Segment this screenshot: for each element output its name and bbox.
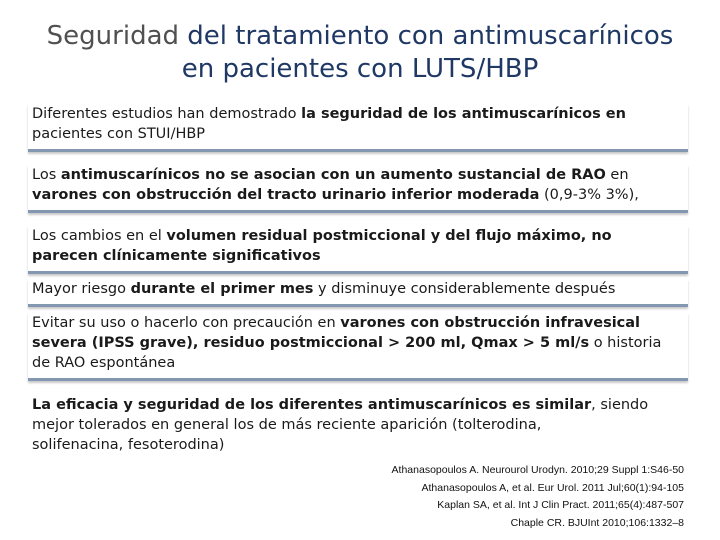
point-6-bold: La eficacia y seguridad de los diferentes antimuscarínicos es similar: [32, 397, 592, 413]
point-3: [28, 226, 688, 274]
point-3-bold-2: parecen clínicamente significativos: [32, 248, 321, 264]
point-3-text: Los cambios en el: [32, 228, 167, 244]
point-2-bold-2: varones con obstrucción del tracto urinario inferior moderada: [32, 187, 540, 203]
point-4: [28, 279, 688, 307]
point-5-text-3: de RAO espontánea: [32, 355, 176, 371]
point-3-bold: volumen residual postmiccional y del flujo máximo, no: [166, 228, 612, 244]
point-2-bold: antimuscarínicos no se asocian con un aumento sustancial de RAO: [60, 167, 606, 183]
title-line-1-rest: del tratamiento con antimuscarínicos: [179, 21, 674, 51]
point-6-text-3: solifenacina, fesoterodina): [32, 437, 225, 453]
title-line-2: en pacientes con LUTS/HBP: [181, 54, 539, 84]
point-5-text: Evitar su uso o hacerlo con precaución en: [32, 315, 341, 331]
slide-title: [0, 20, 720, 86]
point-6-text-2: mejor tolerados en general los de más reciente aparición (tolterodina,: [32, 417, 542, 433]
point-6: [28, 395, 688, 459]
point-2-text: Los: [32, 167, 61, 183]
title-word-seguridad: Seguridad: [46, 21, 180, 51]
point-1-text: Diferentes estudios han demostrado: [32, 106, 302, 122]
point-2: [28, 165, 688, 213]
point-4-text-2: y disminuye considerablemente después: [313, 281, 616, 297]
point-5-bold: varones con obstrucción infravesical: [340, 315, 641, 331]
point-5-bold-2: severa (IPSS grave), residuo postmiccional > 200 ml, Qmax > 5 ml/s: [32, 335, 590, 351]
point-2-text-2: en: [605, 167, 629, 183]
point-5: [28, 313, 688, 381]
point-6-text: , siendo: [591, 397, 649, 413]
point-1: [28, 104, 688, 152]
reference-4: Chaple CR. BJUInt 2010;106:1332–8: [510, 516, 684, 529]
point-5-text-2: o historia: [589, 335, 662, 351]
point-4-bold: durante el primer mes: [130, 281, 314, 297]
references: [392, 462, 684, 532]
title-line-1: [0, 20, 720, 53]
reference-2: Athanasopoulos A, et al. Eur Urol. 2011 Jul;60(1):94-105: [421, 481, 684, 494]
point-1-bold: la seguridad de los antimuscarínicos en: [301, 106, 626, 122]
point-4-text: Mayor riesgo: [32, 281, 131, 297]
reference-3: Kaplan SA, et al. Int J Clin Pract. 2011;65(4):487-507: [437, 499, 684, 511]
point-1-text-2: pacientes con STUI/HBP: [32, 126, 206, 142]
point-2-text-3: (0,9-3% 3%),: [539, 187, 639, 203]
reference-1: Athanasopoulos A. Neurourol Urodyn. 2010;29 Suppl 1:S46-50: [391, 464, 684, 476]
